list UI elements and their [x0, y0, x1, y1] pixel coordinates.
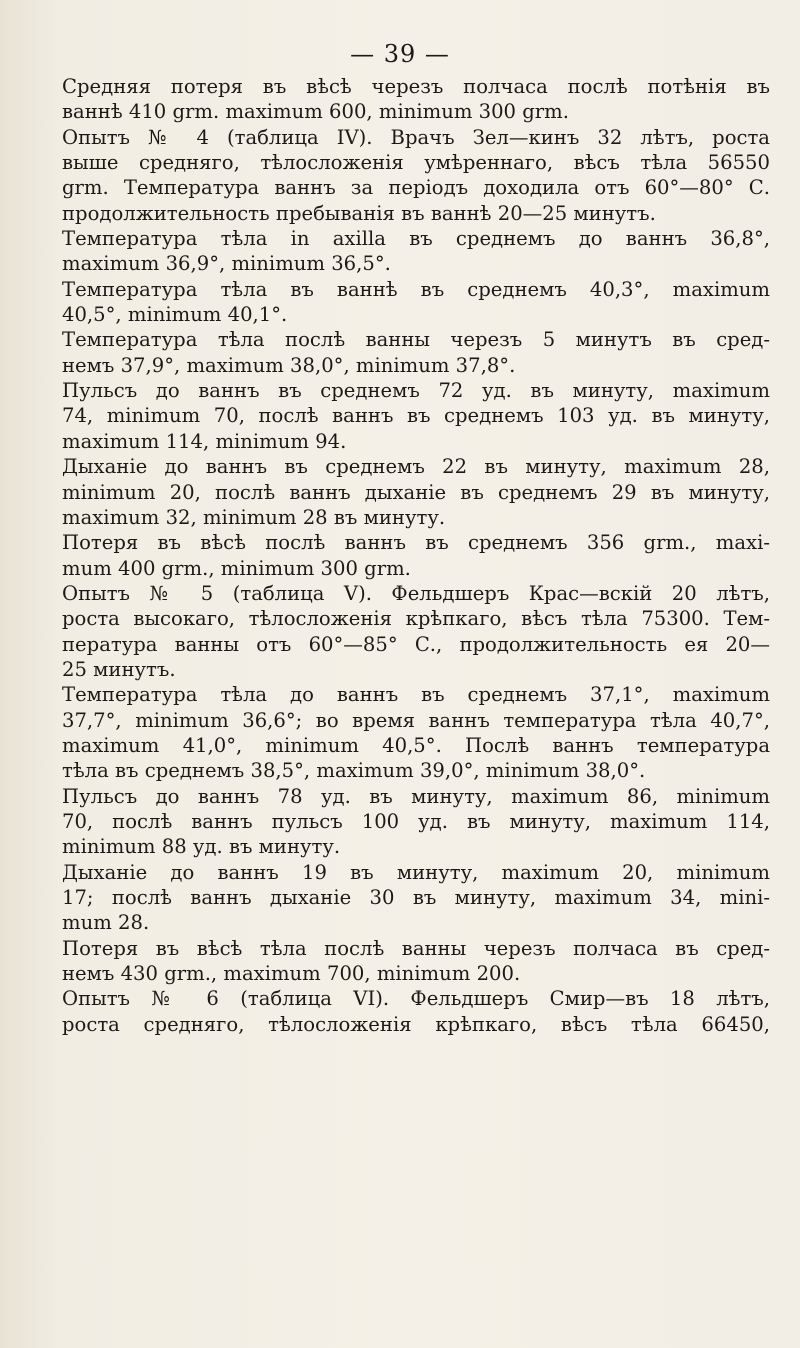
text-line: Опытъ № 4 (таблица IV). Врачъ Зел—кинъ 32 лѣтъ, роста — [62, 125, 770, 149]
text-line: Опытъ № 5 (таблица V). Фельдшеръ Крас—вскій 20 лѣтъ, — [62, 581, 770, 605]
text-line: роста средняго, тѣлосложенія крѣпкаго, вѣсъ тѣла 66450, — [62, 1012, 770, 1036]
text-line: продолжительность пребыванія въ ваннѣ 20—25 минутъ. — [62, 201, 656, 225]
text-line: mum 28. — [62, 911, 150, 935]
text-line: 70, послѣ ваннъ пульсъ 100 уд. въ минуту, maximum 114, — [62, 809, 770, 833]
text-line: Пульсъ до ваннъ въ среднемъ 72 уд. въ минуту, maximum — [62, 379, 770, 403]
text-line: Потеря въ вѣсѣ послѣ ваннъ въ среднемъ 356 grm., maxi- — [62, 531, 770, 555]
text-line: minimum 88 уд. въ минуту. — [62, 835, 341, 859]
text-line: Температура тѣла in axilla въ среднемъ до ваннъ 36,8°, — [62, 227, 770, 251]
text-line: Потеря въ вѣсѣ тѣла послѣ ванны черезъ полчаса въ сред- — [62, 936, 770, 960]
text-line: maximum 41,0°, minimum 40,5°. Послѣ ваннъ температура — [62, 733, 770, 757]
text-line: Дыханіе до ваннъ 19 въ минуту, maximum 20, minimum — [62, 860, 770, 884]
text-line: 74, minimum 70, послѣ ваннъ въ среднемъ 103 уд. въ минуту, — [62, 404, 770, 428]
text-line: Температура тѣла въ ваннѣ въ среднемъ 40,3°, maximum — [62, 277, 770, 301]
text-line: maximum 36,9°, minimum 36,5°. — [62, 252, 391, 276]
text-line: Опытъ № 6 (таблица VI). Фельдшеръ Смир—въ 18 лѣтъ, — [62, 987, 770, 1011]
text-line: выше средняго, тѣлосложенія умѣреннаго, вѣсъ тѣла 56550 — [62, 151, 770, 175]
text-line: grm. Температура ваннъ за періодъ доходила отъ 60°—80° С. — [62, 176, 770, 200]
text-line: 37,7°, minimum 36,6°; во время ваннъ температура тѣла 40,7°, — [62, 708, 770, 732]
text-line: maximum 114, minimum 94. — [62, 429, 347, 453]
text-line: роста высокаго, тѣлосложенія крѣпкаго, вѣсъ тѣла 75300. Тем- — [62, 607, 770, 631]
text-line: minimum 20, послѣ ваннъ дыханіе въ среднемъ 29 въ минуту, — [62, 480, 770, 504]
text-line: 25 минутъ. — [62, 657, 176, 681]
text-line: 40,5°, minimum 40,1°. — [62, 303, 288, 327]
text-line: Средняя потеря въ вѣсѣ черезъ полчаса послѣ потѣнія въ — [62, 75, 770, 98]
text-line: mum 400 grm., minimum 300 grm. — [62, 556, 411, 580]
text-line: Температура тѣла послѣ ванны черезъ 5 минутъ въ сред- — [62, 328, 770, 352]
body-text — [62, 74, 770, 1037]
text-line: пература ванны отъ 60°—85° С., продолжительность ея 20— — [62, 632, 770, 656]
text-line: тѣла въ среднемъ 38,5°, maximum 39,0°, minimum 38,0°. — [62, 759, 646, 783]
text-line: Пульсъ до ваннъ 78 уд. въ минуту, maximum 86, minimum — [62, 784, 770, 808]
text-line: ваннѣ 410 grm. maximum 600, minimum 300 grm. — [62, 100, 569, 124]
text-line: немъ 430 grm., maximum 700, minimum 200. — [62, 962, 521, 986]
text-line: Температура тѣла до ваннъ въ среднемъ 37,1°, maximum — [62, 683, 770, 707]
page-number: — 39 — — [350, 40, 450, 68]
text-line: maximum 32, minimum 28 въ минуту. — [62, 505, 446, 529]
text-line: Дыханіе до ваннъ въ среднемъ 22 въ минуту, maximum 28, — [62, 455, 770, 479]
text-line: 17; послѣ ваннъ дыханіе 30 въ минуту, maximum 34, mini- — [62, 886, 770, 909]
text-line: немъ 37,9°, maximum 38,0°, minimum 37,8°. — [62, 353, 516, 377]
